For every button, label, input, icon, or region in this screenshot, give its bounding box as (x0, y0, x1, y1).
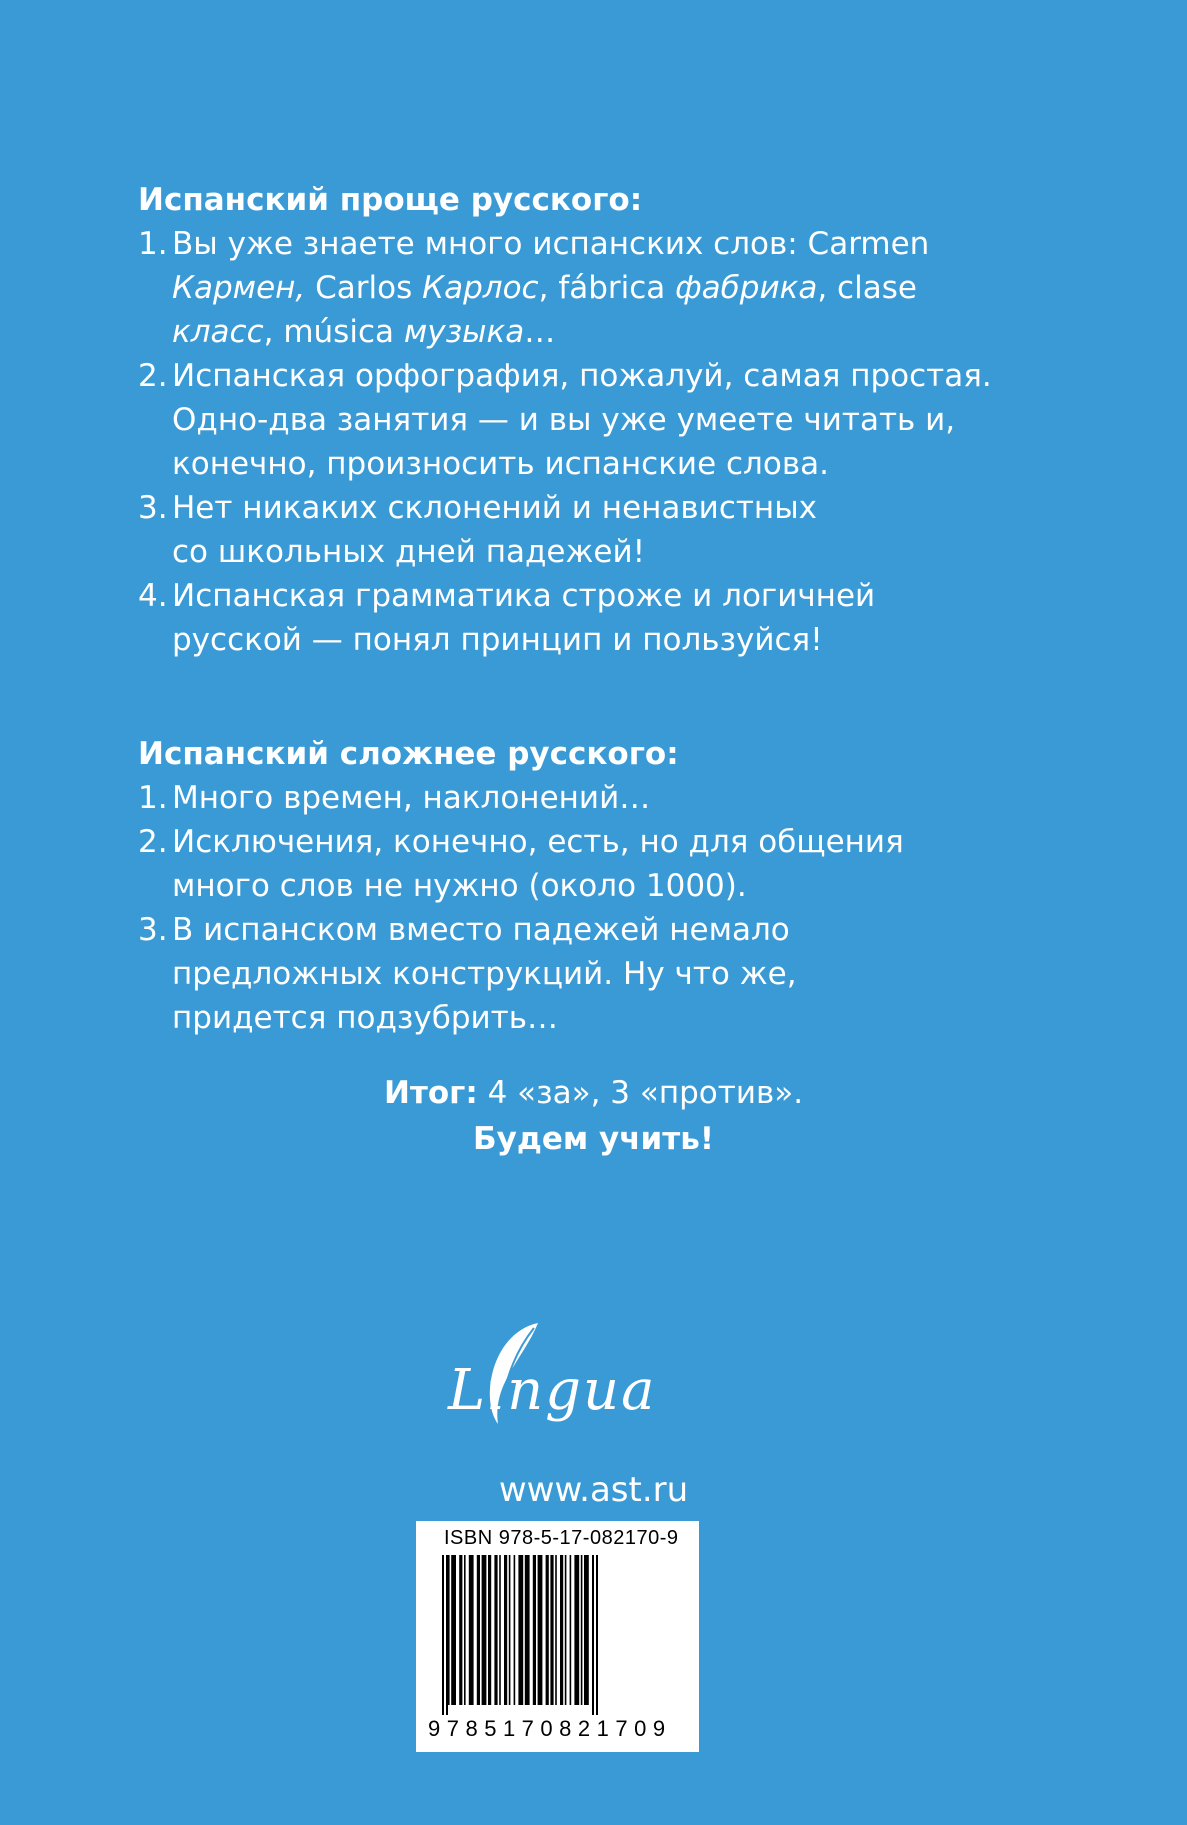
item-line: со школьных дней падежей! (172, 534, 646, 570)
item-line: Испанская грамматика строже и логичней (172, 578, 876, 614)
item-text-part: Кармен, (172, 270, 306, 306)
barcode-bar (555, 1555, 557, 1705)
barcode-bar (494, 1555, 497, 1705)
item-text-part: … (524, 314, 556, 350)
website-url: www.ast.ru (498, 1470, 689, 1510)
logo-text: Lingua (448, 1358, 657, 1423)
item-line: Много времен, наклонений… (172, 780, 651, 816)
barcode-bars (438, 1555, 678, 1715)
summary-line (0, 1070, 1187, 1116)
ean-digits: 9785170821709 (428, 1716, 672, 1741)
barcode-bar (525, 1555, 530, 1705)
list-item (138, 908, 1038, 1040)
item-text-part: , clase (817, 270, 917, 306)
item-number: 2. (138, 358, 168, 394)
item-number: 3. (138, 912, 168, 948)
item-text-part: Карлос (422, 270, 539, 306)
barcode-bar (592, 1555, 594, 1715)
barcode-bar (574, 1555, 579, 1705)
item-line: Нет никаких склонений и ненавистных (172, 490, 818, 526)
barcode-bar (565, 1555, 567, 1705)
barcode-bar (509, 1555, 511, 1705)
lingua-logo (448, 1318, 688, 1458)
item-line: много слов не нужно (около 1000). (172, 868, 747, 904)
barcode-bar (518, 1555, 523, 1705)
barcode-bar (514, 1555, 516, 1705)
barcode-bar (596, 1555, 598, 1715)
summary-label: Итог: (383, 1075, 478, 1111)
summary (0, 1070, 1187, 1162)
barcode-bar (538, 1555, 543, 1705)
item-line: придется подзубрить… (172, 1000, 558, 1036)
barcode-bar (570, 1555, 572, 1705)
simpler-title: Испанский проще русского: (138, 182, 643, 218)
list-item (138, 574, 1038, 662)
barcode-bar (477, 1555, 480, 1705)
barcode-bar (451, 1555, 456, 1705)
barcode-bar (482, 1555, 487, 1705)
item-line: конечно, произносить испанские слова. (172, 446, 829, 482)
item-line: Испанская орфография, пожалуй, самая простая. (172, 358, 992, 394)
item-line: В испанском вместо падежей немало (172, 912, 790, 948)
barcode-bar (581, 1555, 583, 1705)
isbn-label: ISBN 978-5-17-082170-9 (444, 1527, 679, 1549)
item-number: 4. (138, 578, 168, 614)
summary-call: Будем учить! (473, 1121, 714, 1157)
item-text-part: фабрика (675, 270, 818, 306)
barcode-bar (560, 1555, 563, 1705)
item-text-part: Carlos (305, 270, 423, 306)
barcode (416, 1521, 699, 1752)
item-text-part: музыка (403, 314, 525, 350)
item-line: Одно-два занятия — и вы уже умеете читать и, (172, 402, 956, 438)
barcode-bar (550, 1555, 553, 1705)
item-text-part: , fábrica (538, 270, 676, 306)
item-line: предложных конструкций. Ну что же, (172, 956, 797, 992)
summary-text: 4 «за», 3 «против». (477, 1075, 804, 1111)
item-number: 1. (138, 226, 168, 262)
back-cover-text (138, 178, 1038, 1040)
barcode-bar (504, 1555, 507, 1705)
barcode-bar (584, 1555, 589, 1705)
barcode-bar (442, 1555, 444, 1715)
harder-title: Испанский сложнее русского: (138, 736, 679, 772)
barcode-bar (546, 1555, 549, 1705)
item-text-part: , música (263, 314, 404, 350)
barcode-bar (488, 1555, 491, 1705)
list-item (138, 820, 1038, 908)
list-item (138, 354, 1038, 486)
barcode-bar (469, 1555, 474, 1705)
barcode-bar (499, 1555, 501, 1705)
barcode-bar (459, 1555, 462, 1705)
item-line: русской — понял принцип и пользуйся! (172, 622, 823, 658)
harder-list (138, 776, 1038, 1040)
item-number: 3. (138, 490, 168, 526)
barcode-bar (533, 1555, 536, 1705)
barcode-bar (464, 1555, 466, 1705)
item-number: 1. (138, 780, 168, 816)
item-text-part: Вы уже знаете много испанских слов: Carmen (172, 226, 930, 262)
simpler-list (138, 222, 1038, 662)
barcode-bar (446, 1555, 448, 1715)
list-item (138, 776, 1038, 820)
item-number: 2. (138, 824, 168, 860)
barcode-bar (448, 1555, 450, 1705)
list-item (138, 486, 1038, 574)
list-item (138, 222, 1038, 354)
item-text-part: класс (172, 314, 264, 350)
item-line: Исключения, конечно, есть, но для общения (172, 824, 904, 860)
